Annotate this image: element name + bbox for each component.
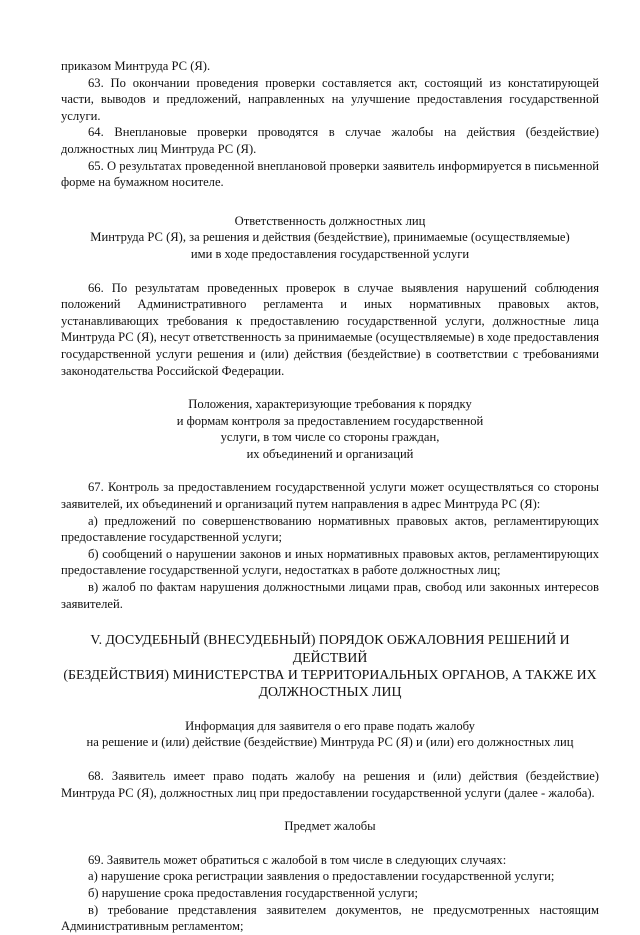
paragraph-68: 68. Заявитель имеет право подать жалобу на решения и (или) действия (бездействие) Минтруда РС (Я), должностных лиц при предоставлении государственной услуги (далее - жалоба). <box>61 769 599 800</box>
heading-line: услуги, в том числе со стороны граждан, <box>220 430 440 445</box>
section-title-line: V. ДОСУДЕБНЫЙ (ВНЕСУДЕБНЫЙ) ПОРЯДОК ОБЖАЛОВНИЯ РЕШЕНИЙ И ДЕЙСТВИЙ <box>90 632 570 665</box>
paragraph-63: 63. По окончании проведения проверки составляется акт, состоящий из констатирующей части, выводов и предложений, направленных на улучшение предоставления государственной услуги. <box>61 75 599 123</box>
paragraph-67-a: а) предложений по совершенствованию нормативных правовых актов, регламентирующих предоставление государственной услуги; <box>61 513 599 545</box>
heading-line: на решение и (или) действие (бездействие) Минтруда РС (Я) и (или) его должностных лиц <box>86 735 574 750</box>
heading-line: Ответственность должностных лиц <box>234 213 426 228</box>
heading-control-provisions <box>61 396 599 462</box>
paragraph-65: 65. О результатах проведенной внеплановой проверки заявитель информируется в письменной форме на бумажном носителе. <box>61 158 599 190</box>
heading-line: ими в ходе предоставления государственной услуги <box>190 246 470 261</box>
heading-line: и формам контроля за предоставлением государственной <box>176 413 484 428</box>
paragraph-67: 67. Контроль за предоставлением государственной услуги может осуществляться со стороны заявителей, их объединений и организаций путем направления в адрес Минтруда РС (Я): <box>61 480 599 512</box>
heading-line: Минтруда РС (Я), за решения и действия (бездействие), принимаемые (осуществляемые) <box>90 230 570 245</box>
heading-responsibility <box>61 213 599 263</box>
paragraph-69-a: а) нарушение срока регистрации заявления о предоставлении государственной услуги; <box>88 869 555 884</box>
paragraph-67-b: б) сообщений о нарушении законов и иных нормативных правовых актов, регламентирующих предоставление государственной услуги, недостатках в работе должностных лиц; <box>61 546 599 578</box>
heading-line: их объединений и организаций <box>246 446 414 461</box>
paragraph-64: 64. Внеплановые проверки проводятся в случае жалобы на действия (бездействие) должностных лиц Минтруда РС (Я). <box>61 125 599 156</box>
section-title-line: ДОЛЖНОСТНЫХ ЛИЦ <box>258 684 402 700</box>
paragraph-67-c: в) жалоб по фактам нарушения должностными лицами прав, свобод или законных интересов заявителей. <box>61 580 599 611</box>
heading-line: Информация для заявителя о его праве подать жалобу <box>185 718 475 733</box>
paragraph-69-b: б) нарушение срока предоставления государственной услуги; <box>88 886 419 900</box>
paragraph-66: 66. По результатам проведенных проверок в случае выявления нарушений соблюдения положений Административного регламента и иных нормативных правовых актов, устанавливающих требования к предоставлению государственной услуги, должностные лица Минтруда РС (Я), несут ответственность за принимаемые (осуществляемые) в ходе предоставления государственной услуги решения и (или) действия (бездействие) в соответствии с требованиями законодательства Российской Федерации. <box>61 280 599 378</box>
section-v-title <box>61 631 599 701</box>
paragraph-69: 69. Заявитель может обратиться с жалобой в том числе в следующих случаях: <box>88 852 507 867</box>
heading-line: Положения, характеризующие требования к порядку <box>188 397 472 412</box>
section-title-line: (БЕЗДЕЙСТВИЯ) МИНИСТЕРСТВА И ТЕРРИТОРИАЛЬНЫХ ОРГАНОВ, А ТАКЖЕ ИХ <box>63 667 597 683</box>
paragraph-continuation: приказом Минтруда РС (Я). <box>61 59 211 73</box>
heading-complaint-right <box>61 718 599 751</box>
heading-complaint-subject: Предмет жалобы <box>284 819 376 834</box>
paragraph-69-c: в) требование представления заявителем документов, не предусмотренных настоящим Административным регламентом; <box>61 902 599 934</box>
